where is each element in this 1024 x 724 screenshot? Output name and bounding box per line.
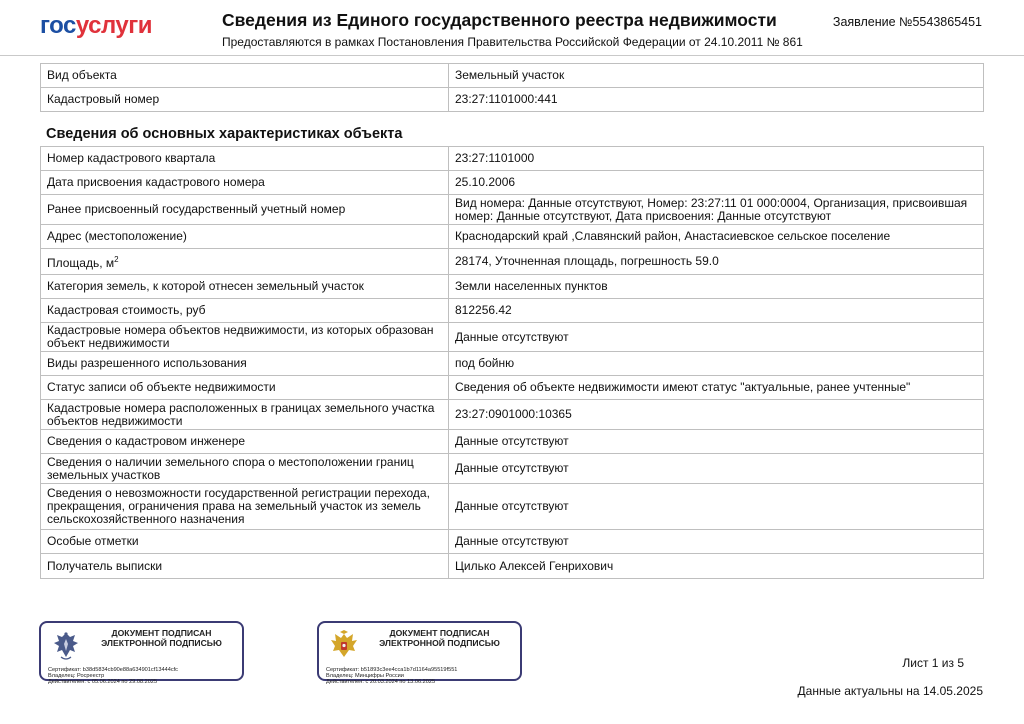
table-row <box>41 454 984 484</box>
field-label: Статус записи об объекте недвижимости <box>41 376 449 400</box>
field-label: Получатель выписки <box>41 554 449 579</box>
field-value: 812256.42 <box>449 299 984 323</box>
field-label: Вид объекта <box>41 64 449 88</box>
logo-part-blue: гос <box>40 12 76 39</box>
field-label: Категория земель, к которой отнесен земельный участок <box>41 275 449 299</box>
table-row <box>41 88 984 112</box>
field-value: Вид номера: Данные отсутствуют, Номер: 23:27:11 01 000:0004, Организация, присвоившая номер: Данные отсутствуют, Дата присвоения: Данные отсутствуют <box>449 195 984 225</box>
field-label: Номер кадастрового квартала <box>41 147 449 171</box>
signature-stamp-rosreestr <box>39 621 244 685</box>
table-row <box>41 400 984 430</box>
field-value: 23:27:0901000:10365 <box>449 400 984 430</box>
signature-certificate: Сертификат: b38d5834cb90e88a634901cf13444cfc <box>48 667 178 673</box>
table-row <box>41 64 984 88</box>
field-value: 28174, Уточненная площадь, погрешность 59.0 <box>449 249 984 275</box>
table-row <box>41 323 984 352</box>
field-value: Данные отсутствуют <box>449 530 984 554</box>
signature-heading: ДОКУМЕНТ ПОДПИСАН ЭЛЕКТРОННОЙ ПОДПИСЬЮ <box>101 628 222 648</box>
table-row <box>41 376 984 400</box>
table-row <box>41 275 984 299</box>
signature-owner: Владелец: Росреестр <box>48 673 105 679</box>
rosreestr-emblem-icon <box>50 629 82 663</box>
table-row <box>41 195 984 225</box>
signature-owner: Владелец: Минцифры России <box>326 673 404 679</box>
area-label: Площадь, м <box>47 256 115 270</box>
field-label: Сведения о невозможности государственной регистрации перехода, прекращения, ограничения права на земельный участок из земель сельскохозяйственного назначения <box>41 484 449 530</box>
field-value: 23:27:1101000 <box>449 147 984 171</box>
signature-certificate: Сертификат: b51893c3ee4cca1b7d1164a95519f551 <box>326 667 458 673</box>
field-value: Данные отсутствуют <box>449 454 984 484</box>
table-row <box>41 299 984 323</box>
field-value: Данные отсутствуют <box>449 430 984 454</box>
table-row <box>41 530 984 554</box>
field-value: Цилько Алексей Генрихович <box>449 554 984 579</box>
field-label: Ранее присвоенный государственный учетный номер <box>41 195 449 225</box>
object-info-table <box>40 63 984 112</box>
table-row <box>41 249 984 275</box>
application-number: Заявление №5543865451 <box>832 15 982 29</box>
table-row <box>41 554 984 579</box>
field-label: Кадастровые номера объектов недвижимости, из которых образован объект недвижимости <box>41 323 449 352</box>
field-label: Кадастровые номера расположенных в границах земельного участка объектов недвижимости <box>41 400 449 430</box>
signature-valid: Действителен: с 05.06.2024 по 29.08.2025 <box>48 679 158 685</box>
field-value: Краснодарский край ,Славянский район, Анастасиевское сельское поселение <box>449 225 984 249</box>
characteristics-table <box>40 146 984 579</box>
field-label: Особые отметки <box>41 530 449 554</box>
gosuslugi-logo <box>40 12 152 40</box>
section-title: Сведения об основных характеристиках объекта <box>46 126 403 142</box>
field-value: Земли населенных пунктов <box>449 275 984 299</box>
field-value: Сведения об объекте недвижимости имеют статус "актуальные, ранее учтенные" <box>449 376 984 400</box>
table-row <box>41 225 984 249</box>
russian-coat-of-arms-icon <box>328 629 360 663</box>
field-label: Адрес (местоположение) <box>41 225 449 249</box>
field-value: Данные отсутствуют <box>449 484 984 530</box>
table-row <box>41 147 984 171</box>
table-row <box>41 430 984 454</box>
field-label-area <box>41 249 449 275</box>
signature-heading: ДОКУМЕНТ ПОДПИСАН ЭЛЕКТРОННОЙ ПОДПИСЬЮ <box>379 628 500 648</box>
logo-part-red: услуги <box>75 12 152 39</box>
field-label: Кадастровая стоимость, руб <box>41 299 449 323</box>
data-actual-date: Данные актуальны на 14.05.2025 <box>797 684 983 698</box>
signature-valid: Действителен: с 20.03.2024 по 13.06.2025 <box>326 679 436 685</box>
field-label: Дата присвоения кадастрового номера <box>41 171 449 195</box>
document-subtitle: Предоставляются в рамках Постановления Правительства Российской Федерации от 24.10.2011 № 861 <box>222 35 803 49</box>
field-label: Сведения о наличии земельного спора о местоположении границ земельных участков <box>41 454 449 484</box>
area-unit-superscript: 2 <box>114 255 119 264</box>
table-row <box>41 171 984 195</box>
field-label: Виды разрешенного использования <box>41 352 449 376</box>
field-value: под бойню <box>449 352 984 376</box>
field-value: Данные отсутствуют <box>449 323 984 352</box>
table-row <box>41 352 984 376</box>
sheet-number: Лист 1 из 5 <box>902 656 964 670</box>
document-title: Сведения из Единого государственного реестра недвижимости <box>222 10 777 30</box>
field-label: Сведения о кадастровом инженере <box>41 430 449 454</box>
table-row <box>41 484 984 530</box>
signature-stamp-mincifry <box>317 621 522 685</box>
header-divider <box>0 55 1024 56</box>
field-value: 25.10.2006 <box>449 171 984 195</box>
field-value: Земельный участок <box>449 64 984 88</box>
field-label: Кадастровый номер <box>41 88 449 112</box>
field-value: 23:27:1101000:441 <box>449 88 984 112</box>
